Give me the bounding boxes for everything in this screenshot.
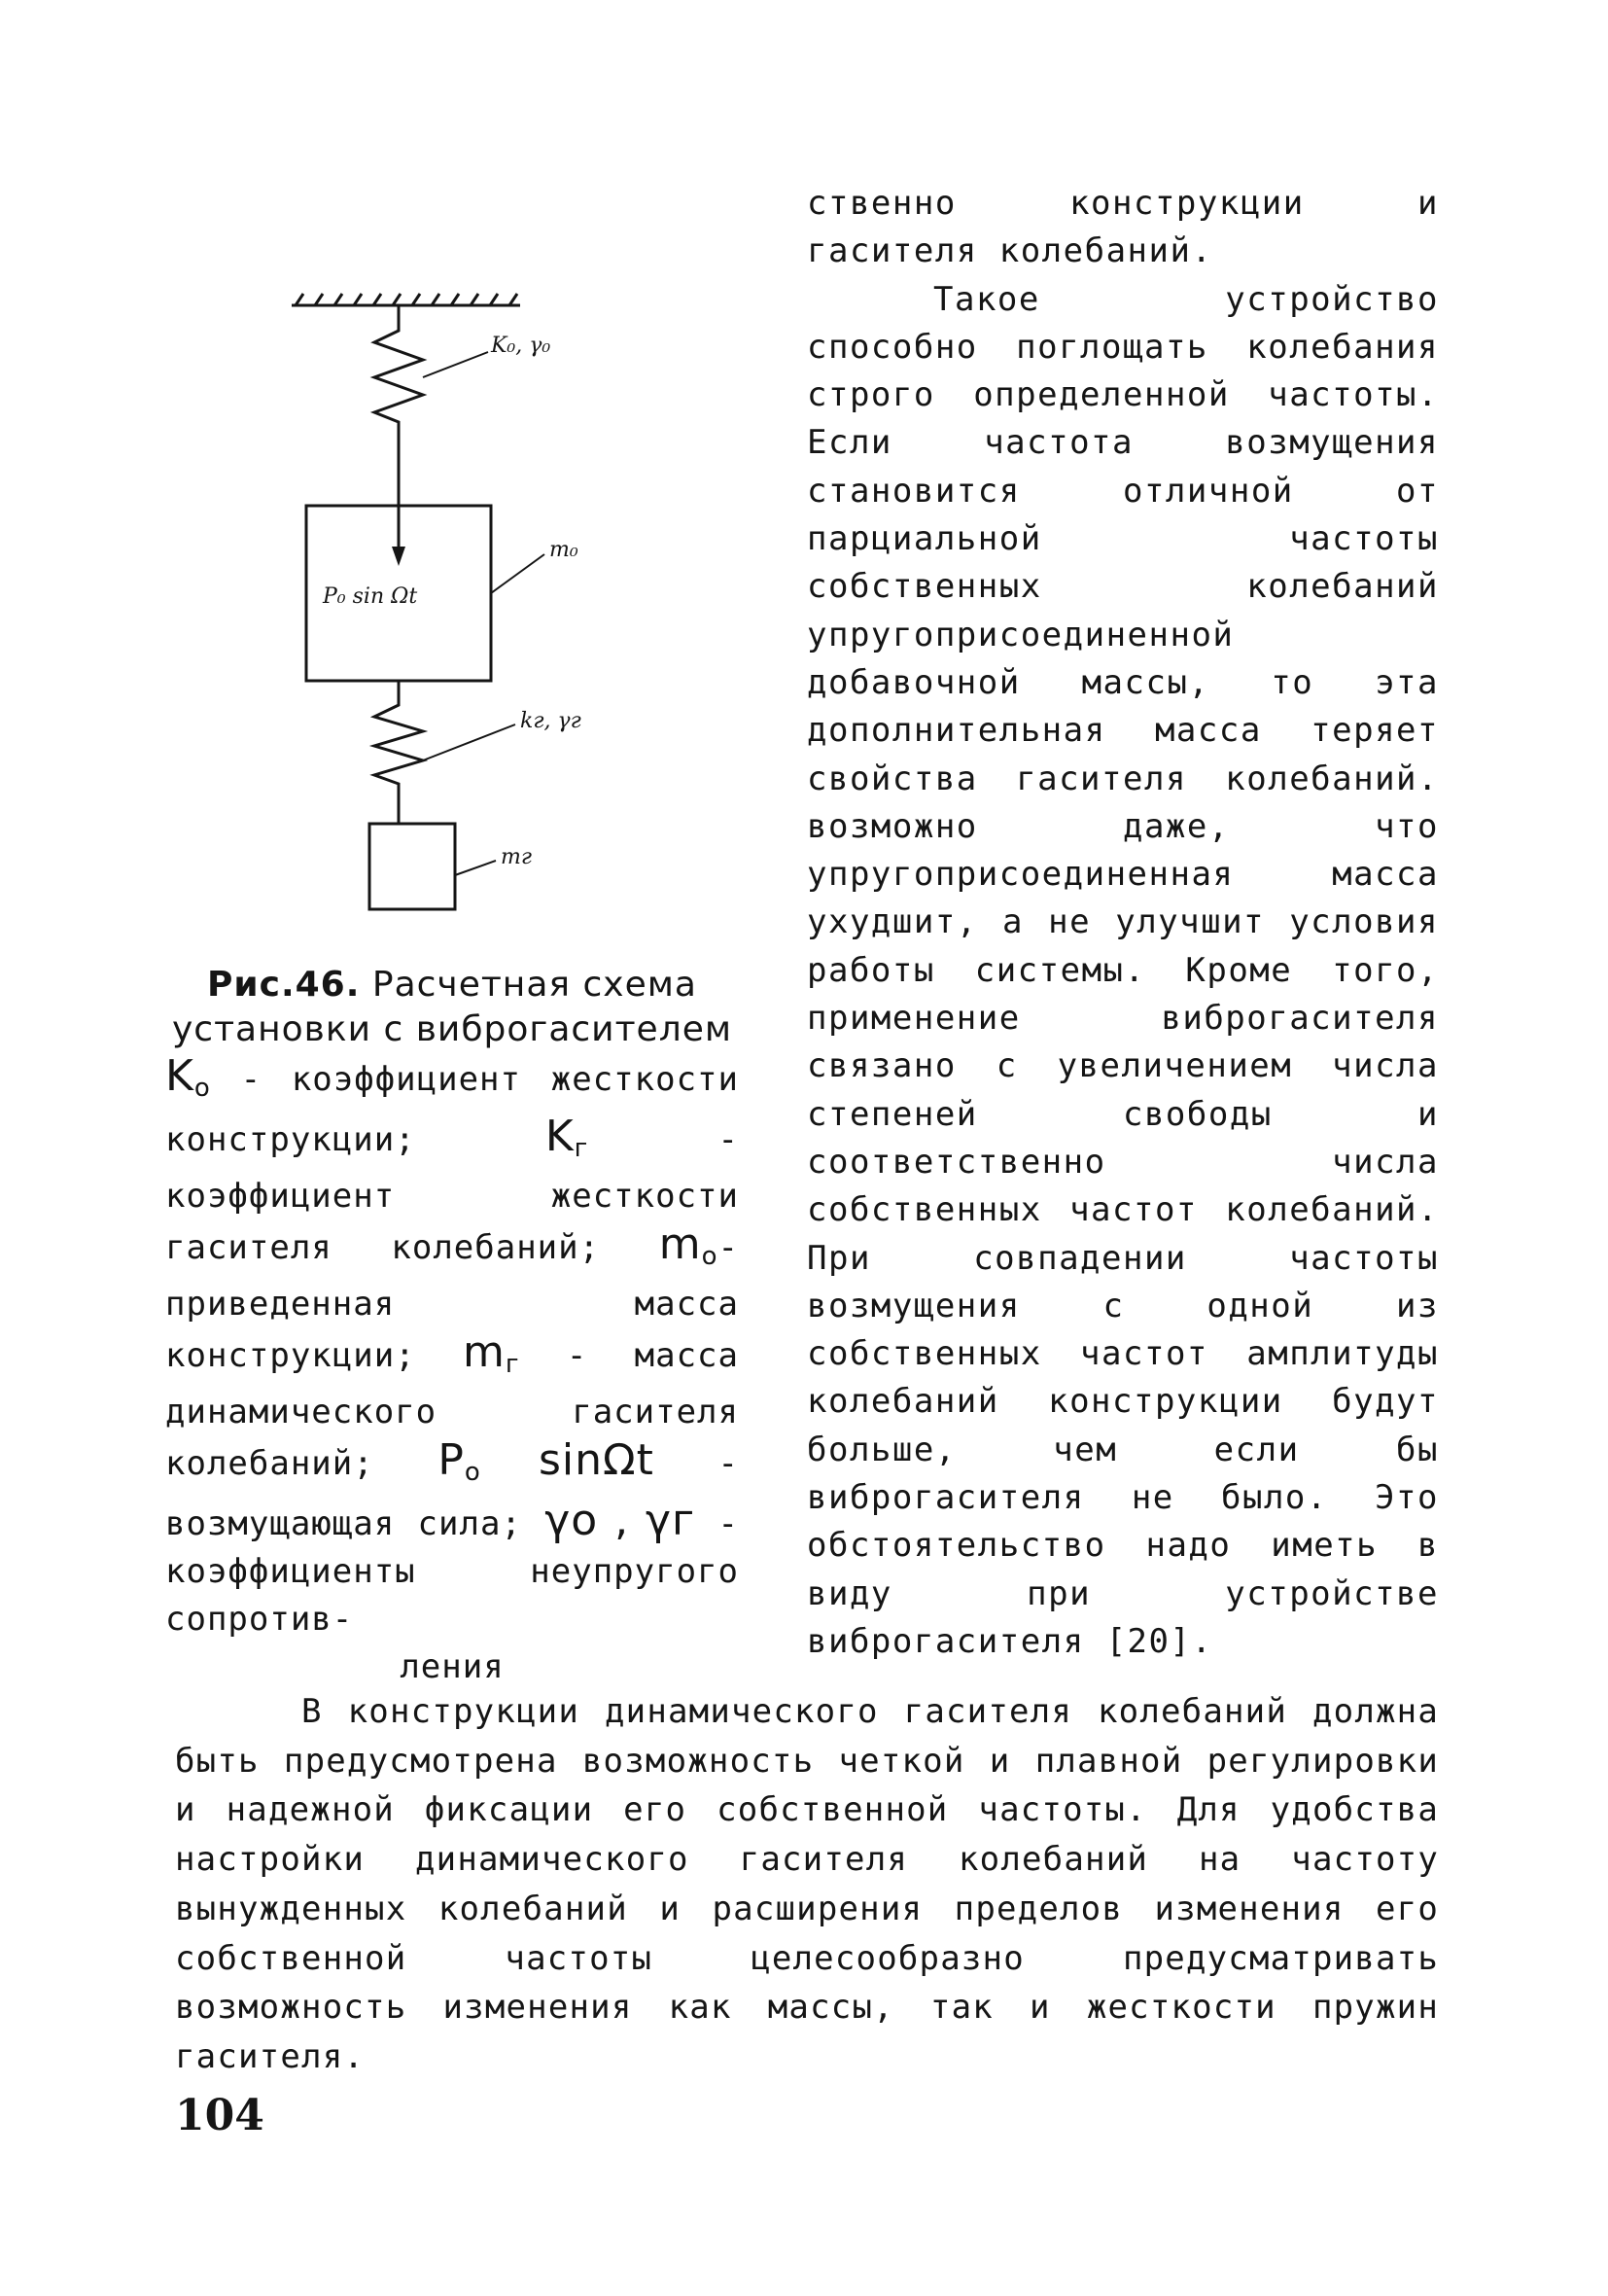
caption-tail: ления: [400, 1647, 505, 1686]
figure-number: Рис.46.: [207, 965, 361, 1005]
top-spring: [374, 305, 423, 506]
figure-46-diagram: [282, 282, 651, 924]
symbol-kr: $K_г$: [544, 1112, 589, 1163]
symbol-k0: $K_о$: [165, 1051, 211, 1103]
legend-k0: - коэффициент жесткости конструкции;: [165, 1060, 739, 1159]
absorber-mass-leader: [455, 861, 496, 875]
legend-m0: - приведенная масса конструкции;: [165, 1228, 739, 1375]
absorber-mass-box: [369, 824, 455, 909]
figure-title: Расчетная схема установки с виброгасителем: [171, 965, 733, 1049]
symbol-gammas: γо , γг: [544, 1496, 696, 1545]
paragraph-continuation: ственно конструкции и гасителя колебаний.: [807, 184, 1439, 271]
bottom-spring-label: kг, γг: [520, 709, 581, 733]
legend-gammas: - коэффициенты неупругого сопротив-: [165, 1504, 739, 1639]
force-label: P₀ sin Ωt: [323, 584, 418, 609]
right-column-text: [807, 180, 1439, 1666]
main-mass-label: m₀: [549, 538, 578, 562]
legend-mr: - масса динамического гасителя колебаний;: [165, 1336, 739, 1483]
main-mass-leader: [491, 554, 544, 593]
figure-caption: [165, 963, 739, 1691]
top-spring-label: K₀, γ₀: [491, 334, 551, 358]
legend-force: - возмущающая сила;: [165, 1444, 739, 1543]
symbol-m0: $m_о$: [658, 1219, 718, 1271]
spring-mass-scheme: [282, 282, 651, 924]
top-spring-leader: [423, 352, 488, 377]
ceiling-support: [292, 294, 520, 305]
bottom-spring-leader: [423, 724, 515, 760]
symbol-mr: $m_г$: [462, 1327, 520, 1379]
symbol-force: $P_о$ sinΩt: [437, 1435, 654, 1487]
page-number: 104: [175, 2091, 264, 2140]
paragraph-absorber-design: В конструкции динамического гасителя колебаний должна быть предусмотрена возможность четкой и плавной регулировки и надежной фиксации его собственной частоты. Для удобства настройки динамического гасителя колебаний на частоту вынужденных колебаний и расширения пределов изменения его собственной частоты целесообразно предусматривать возможность изменения как массы, так и жесткости пружин гасителя.: [175, 1692, 1439, 2076]
force-arrow-head: [392, 547, 405, 566]
paragraph-absorber-behavior: Такое устройство способно поглощать колебания строго определенной частоты. Если частота возмущения становится отличной от парциальной частоты собственных колебаний упругоприсоединенной добавочной массы, то эта дополнительная масса теряет свойства гасителя колебаний. возможно даже, что упругоприсоединенная масса ухудшит, а не улучшит условия работы системы. Кроме того, применение виброгасителя связано с увеличением числа степеней свободы и соответственно числа собственных частот колебаний. При совпадении частоты возмущения с одной из собственных частот амплитуды колебаний конструкции будут больше, чем если бы виброгасителя не было. Это обстоятельство надо иметь в виду при устройстве виброгасителя [20].: [807, 279, 1439, 1661]
legend-kr: - коэффициент жесткости гасителя колебаний;: [165, 1120, 739, 1267]
bottom-spring: [374, 681, 423, 824]
caption-title: [165, 963, 739, 1052]
absorber-mass-label: mг: [501, 845, 532, 869]
caption-legend: [165, 1052, 739, 1643]
